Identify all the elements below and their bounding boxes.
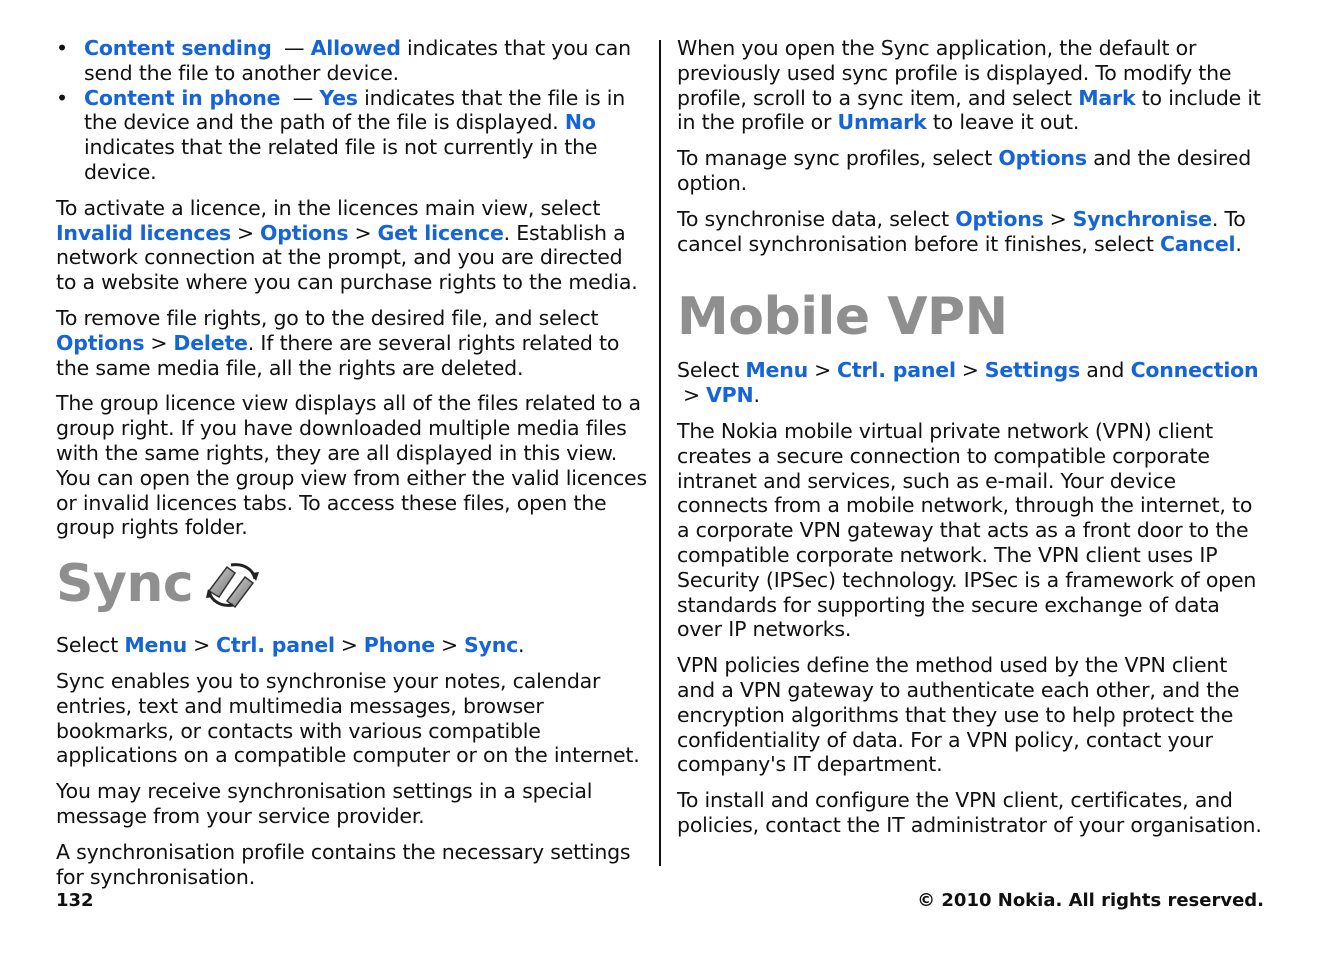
bullet-text: indicates that the related file is not currently in the device. (84, 135, 598, 184)
sync-icon (205, 559, 261, 625)
keyword-cancel: Cancel (1160, 231, 1236, 256)
keyword-ctrl-panel: Ctrl. panel (216, 633, 335, 658)
keyword-mark: Mark (1078, 85, 1136, 110)
keyword-get-licence: Get licence (377, 220, 504, 245)
path-separator: > (814, 358, 832, 383)
keyword-yes: Yes (319, 85, 358, 110)
left-column (56, 36, 648, 900)
bullet-list (56, 36, 648, 185)
path-separator: > (193, 633, 211, 658)
copyright-notice: © 2010 Nokia. All rights reserved. (917, 890, 1264, 911)
page-number: 132 (56, 890, 94, 911)
sync-heading (56, 551, 648, 625)
keyword-ctrl-panel: Ctrl. panel (837, 358, 956, 383)
sync-profile-paragraph: A synchronisation profile contains the necessary settings for synchronisation. (56, 839, 631, 889)
keyword-options: Options (955, 206, 1044, 231)
text: . Establish a network connection at the prompt, and you are directed to a website where you can purchase rights to the media. (56, 220, 638, 295)
path-separator: > (440, 633, 458, 658)
sync-title: Sync (56, 554, 194, 615)
keyword-synchronise: Synchronise (1072, 206, 1212, 231)
text: To remove file rights, go to the desired file, and select (56, 305, 599, 330)
text: and (1079, 358, 1131, 383)
text: . To cancel synchronisation before it finishes, select (677, 206, 1246, 256)
text: . (753, 383, 760, 408)
keyword-delete: Delete (173, 330, 248, 355)
keyword-menu: Menu (124, 633, 188, 658)
keyword-phone: Phone (363, 633, 435, 658)
text: When you open the Sync application, the default or previously used sync profile is displayed. To modify the profile, scroll to a sync item, and select (677, 36, 1232, 110)
text: to include it in the profile or (677, 85, 1261, 135)
keyword-sync: Sync (463, 633, 519, 658)
keyword-options: Options (260, 220, 349, 245)
keyword-content-in-phone: Content in phone (84, 85, 281, 110)
keyword-settings: Settings (984, 358, 1080, 383)
sync-description-paragraph: Sync enables you to synchronise your notes, calendar entries, text and multimedia messages, browser bookmarks, or contacts with various compatible applications on a compatible computer or on the internet. (56, 668, 640, 768)
text: . (518, 633, 525, 658)
em-dash: — (283, 36, 305, 60)
text: to leave it out. (926, 110, 1080, 135)
vpn-install-paragraph: To install and configure the VPN client, certificates, and policies, contact the IT administrator of your organisation. (677, 788, 1262, 837)
right-column (677, 36, 1269, 849)
path-separator: > (354, 220, 372, 245)
bullet-text: indicates that the file is in the device and the path of the file is displayed. (84, 85, 626, 135)
path-separator: > (961, 358, 979, 383)
vpn-description-paragraph: The Nokia mobile virtual private network (VPN) client creates a secure connection to compatible corporate intranet and services, such as e-mail. Your device connects from a mobile network, through the internet, to a corporate VPN gateway that acts as a front door to the compatible corporate network. The VPN client uses IP Security (IPSec) technology. IPSec is a framework of open standards for supporting the secure exchange of data over IP networks. (677, 418, 1257, 642)
text: To activate a licence, in the licences main view, select (56, 195, 601, 220)
keyword-content-sending: Content sending (84, 36, 272, 60)
sync-settings-paragraph: You may receive synchronisation settings in a special message from your service provider. (56, 779, 593, 828)
path-separator: > (340, 633, 358, 658)
vpn-menu-path (677, 358, 1269, 408)
text: Select (56, 633, 125, 658)
list-item (56, 36, 648, 86)
path-separator: > (237, 220, 255, 245)
em-dash: — (292, 85, 314, 110)
activate-licence-paragraph (56, 196, 648, 295)
text: To manage sync profiles, select (677, 146, 999, 171)
sync-open-paragraph (677, 36, 1269, 135)
keyword-vpn: VPN (705, 383, 754, 408)
column-divider (659, 40, 661, 866)
mobile-vpn-heading: Mobile VPN (677, 287, 1008, 348)
group-licence-paragraph: The group licence view displays all of the files related to a group right. If you have downloaded multiple media files with the same rights, they are all displayed in this view. You can open the group view from either the valid licences or invalid licences tabs. To access these files, open the group rights folder. (56, 391, 647, 540)
remove-rights-paragraph (56, 306, 648, 380)
keyword-no: No (564, 110, 596, 135)
text: To synchronise data, select (677, 206, 956, 231)
keyword-unmark: Unmark (837, 110, 927, 135)
text: and the desired option. (677, 146, 1252, 195)
keyword-connection: Connection (1130, 358, 1259, 383)
manage-profiles-paragraph (677, 146, 1269, 196)
text: . (1235, 231, 1242, 256)
text: . If there are several rights related to the same media file, all the rights are deleted. (56, 330, 620, 380)
path-separator: > (683, 383, 700, 408)
keyword-options: Options (998, 146, 1087, 171)
path-separator: > (1049, 206, 1067, 231)
keyword-menu: Menu (745, 358, 809, 383)
keyword-allowed: Allowed (310, 36, 401, 60)
sync-menu-path (56, 633, 648, 658)
bullet-text: indicates that you can send the file to another device. (84, 36, 631, 85)
synchronise-data-paragraph (677, 207, 1269, 257)
list-item (56, 86, 648, 185)
vpn-policies-paragraph: VPN policies define the method used by the VPN client and a VPN gateway to authenticate each other, and the encryption algorithms that they use to help protect the confidentiality of data. For a VPN policy, contact your company's IT department. (677, 653, 1240, 777)
text: Select (677, 358, 746, 383)
keyword-invalid-licences: Invalid licences (56, 220, 232, 245)
path-separator: > (150, 330, 168, 355)
keyword-options: Options (56, 330, 145, 355)
